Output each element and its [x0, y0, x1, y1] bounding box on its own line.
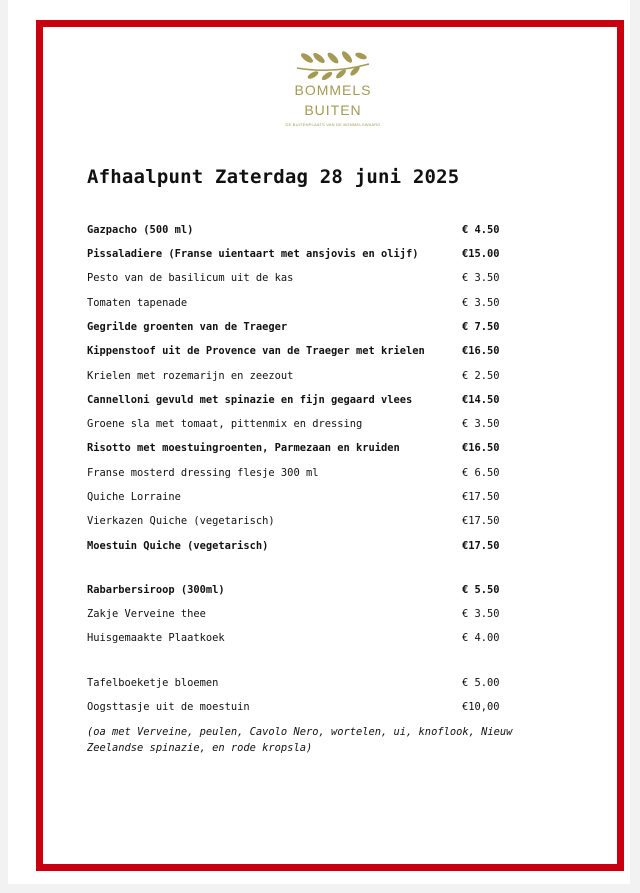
menu-item-price: € 5.50: [462, 584, 500, 596]
menu-item-name: Franse mosterd dressing flesje 300 ml: [87, 467, 319, 479]
menu-item: [87, 513, 517, 529]
menu-item-name: Huisgemaakte Plaatkoek: [87, 632, 225, 644]
menu-item-name: Gegrilde groenten van de Traeger: [87, 321, 288, 333]
menu-item: [87, 368, 517, 384]
menu-item: [87, 222, 517, 238]
menu-item-price: €16.50: [462, 345, 500, 357]
menu-item: [87, 416, 517, 432]
menu-item: [87, 606, 517, 622]
menu-item-price: €16.50: [462, 442, 500, 454]
menu-item-price: € 6.50: [462, 467, 500, 479]
menu-item-name: Tomaten tapenade: [87, 297, 188, 309]
menu-item-name: Cannelloni gevuld met spinazie en fijn gegaard vlees: [87, 394, 413, 406]
menu-item: [87, 246, 517, 262]
menu-item-price: €17.50: [462, 515, 500, 527]
menu-item-price: € 3.50: [462, 297, 500, 309]
menu-item: [87, 295, 517, 311]
menu-item-name: Vierkazen Quiche (vegetarisch): [87, 515, 275, 527]
menu-item-price: € 4.50: [462, 224, 500, 236]
logo-tagline: DE BUITENPLAATS VAN DE BOMMELSWAARD: [285, 122, 381, 127]
menu-item-name: Groene sla met tomaat, pittenmix en dressing: [87, 418, 363, 430]
menu-item-name: Risotto met moestuingroenten, Parmezaan en kruiden: [87, 442, 400, 454]
menu-item-price: € 4.00: [462, 632, 500, 644]
menu-item: [87, 270, 517, 286]
bommels-buiten-logo: [273, 44, 393, 144]
menu-item: [87, 538, 517, 554]
menu-item: [87, 392, 517, 408]
menu-item: [87, 675, 517, 691]
menu-item-name: Pissaladiere (Franse uientaart met ansjovis en olijf): [87, 248, 419, 260]
menu-item-price: €10,00: [462, 701, 500, 713]
menu-item-price: € 3.50: [462, 608, 500, 620]
menu-item-name: Moestuin Quiche (vegetarisch): [87, 540, 269, 552]
menu-item-name: Oogsttasje uit de moestuin: [87, 701, 250, 713]
logo-line-2: BUITEN: [304, 102, 362, 118]
menu-item-price: € 3.50: [462, 418, 500, 430]
menu-item-name: Krielen met rozemarijn en zeezout: [87, 370, 294, 382]
menu-item: [87, 582, 517, 598]
logo-line-1: BOMMELS: [294, 82, 372, 98]
menu-item: [87, 489, 517, 505]
menu-note: (oa met Verveine, peulen, Cavolo Nero, wortelen, ui, knoflook, Nieuw Zeelandse spinazie, en rode kropsla): [87, 726, 513, 754]
menu-item-name: Gazpacho (500 ml): [87, 224, 194, 236]
menu-item-price: €14.50: [462, 394, 500, 406]
menu-item-name: Quiche Lorraine: [87, 491, 181, 503]
menu-item: [87, 630, 517, 646]
page-title: Afhaalpunt Zaterdag 28 juni 2025: [87, 166, 460, 188]
menu-page: [8, 0, 630, 884]
menu-item-price: € 2.50: [462, 370, 500, 382]
menu-item-name: Tafelboeketje bloemen: [87, 677, 219, 689]
menu-item-name: Zakje Verveine thee: [87, 608, 206, 620]
menu-item: [87, 440, 517, 456]
menu-item-price: € 3.50: [462, 272, 500, 284]
menu-item: [87, 343, 517, 359]
menu-item: [87, 465, 517, 481]
menu-item-name: Rabarbersiroop (300ml): [87, 584, 225, 596]
menu-item-price: €15.00: [462, 248, 500, 260]
olive-branch-icon: [293, 44, 373, 80]
menu-item-name: Pesto van de basilicum uit de kas: [87, 272, 294, 284]
menu-item-price: € 7.50: [462, 321, 500, 333]
menu-item: [87, 319, 517, 335]
menu-item-name: Kippenstoof uit de Provence van de Traeger met krielen: [87, 345, 425, 357]
menu-item-price: € 5.00: [462, 677, 500, 689]
menu-item-price: €17.50: [462, 491, 500, 503]
menu-item: [87, 699, 517, 715]
menu-item-price: €17.50: [462, 540, 500, 552]
